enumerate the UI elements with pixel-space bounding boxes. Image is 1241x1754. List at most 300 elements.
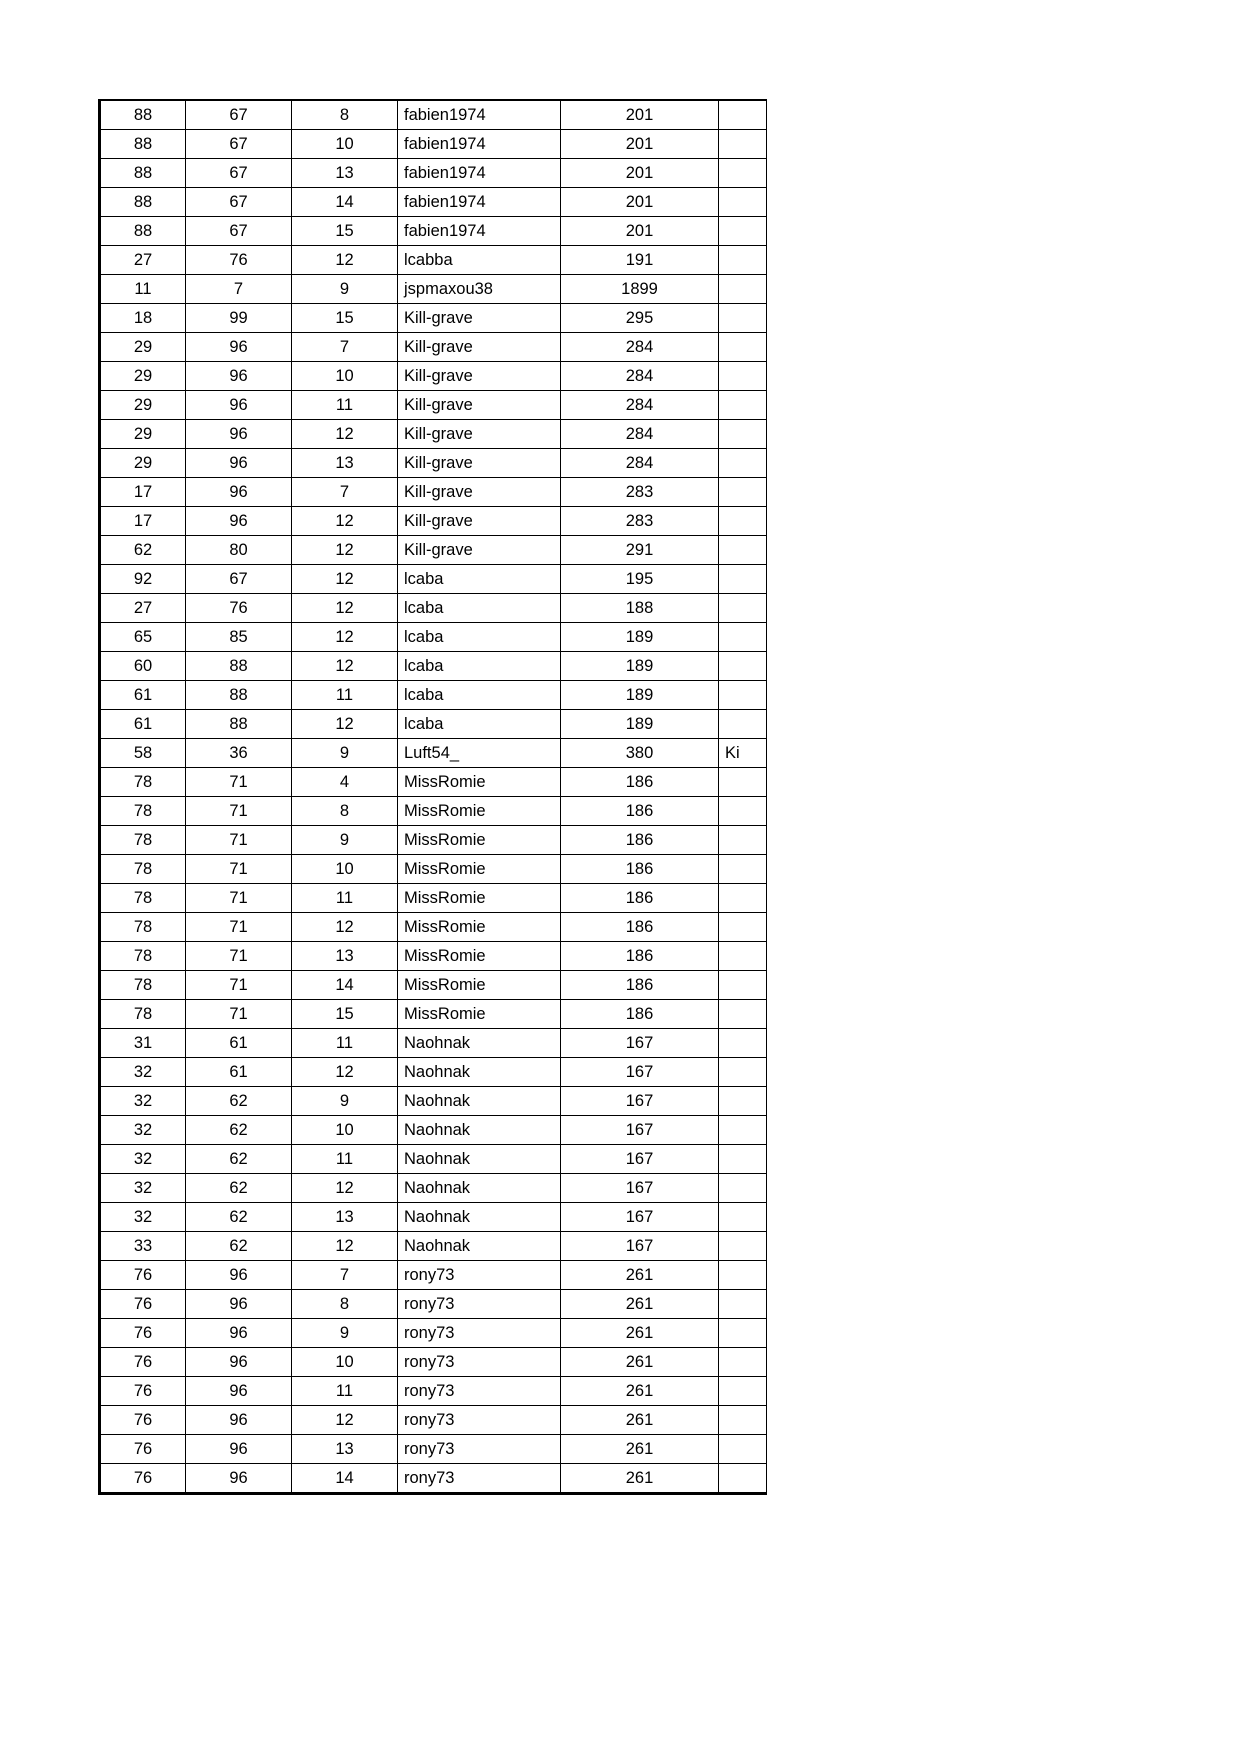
table-cell-col2: 99 [186, 304, 292, 333]
table-cell-col5: 167 [561, 1232, 719, 1261]
table-cell-col5: 186 [561, 942, 719, 971]
table-cell-col6 [719, 710, 767, 739]
table-cell-col5: 189 [561, 623, 719, 652]
table-cell-col5: 195 [561, 565, 719, 594]
table-cell-col2: 62 [186, 1203, 292, 1232]
table-cell-col4: fabien1974 [398, 217, 561, 246]
table-cell-col2: 71 [186, 797, 292, 826]
table-cell-col4: Kill-grave [398, 536, 561, 565]
table-cell-col4: lcaba [398, 623, 561, 652]
table-cell-col2: 71 [186, 942, 292, 971]
table-cell-col1: 32 [100, 1058, 186, 1087]
table-cell-col4: rony73 [398, 1290, 561, 1319]
table-cell-col3: 12 [292, 565, 398, 594]
table-cell-col1: 33 [100, 1232, 186, 1261]
table-row [100, 100, 767, 130]
table-cell-col3: 11 [292, 1377, 398, 1406]
table-cell-col3: 14 [292, 188, 398, 217]
table-row [100, 1435, 767, 1464]
table-row [100, 652, 767, 681]
table-cell-col1: 62 [100, 536, 186, 565]
table-cell-col4: lcaba [398, 681, 561, 710]
table-row [100, 826, 767, 855]
table-cell-col3: 8 [292, 100, 398, 130]
table-cell-col4: fabien1974 [398, 159, 561, 188]
table-cell-col3: 12 [292, 246, 398, 275]
table-cell-col4: rony73 [398, 1464, 561, 1494]
table-row [100, 1174, 767, 1203]
table-cell-col2: 76 [186, 246, 292, 275]
table-cell-col5: 284 [561, 333, 719, 362]
table-row [100, 1377, 767, 1406]
table-cell-col2: 71 [186, 855, 292, 884]
table-cell-col6 [719, 1145, 767, 1174]
table-cell-col3: 11 [292, 681, 398, 710]
table-row [100, 681, 767, 710]
table-cell-col1: 88 [100, 130, 186, 159]
table-row [100, 391, 767, 420]
table-cell-col2: 88 [186, 710, 292, 739]
table-cell-col2: 67 [186, 159, 292, 188]
table-cell-col5: 189 [561, 652, 719, 681]
table-cell-col1: 18 [100, 304, 186, 333]
table-cell-col6 [719, 565, 767, 594]
table-cell-col6 [719, 304, 767, 333]
table-cell-col4: Naohnak [398, 1029, 561, 1058]
table-row [100, 536, 767, 565]
table-cell-col3: 14 [292, 1464, 398, 1494]
table-cell-col3: 4 [292, 768, 398, 797]
table-cell-col5: 167 [561, 1203, 719, 1232]
table-cell-col4: Kill-grave [398, 478, 561, 507]
table-cell-col5: 295 [561, 304, 719, 333]
table-cell-col4: Kill-grave [398, 449, 561, 478]
table-cell-col5: 186 [561, 884, 719, 913]
table-cell-col3: 10 [292, 1116, 398, 1145]
table-cell-col4: MissRomie [398, 797, 561, 826]
table-cell-col4: lcaba [398, 594, 561, 623]
table-cell-col1: 78 [100, 1000, 186, 1029]
table-cell-col6 [719, 391, 767, 420]
table-cell-col3: 15 [292, 1000, 398, 1029]
table-cell-col4: MissRomie [398, 884, 561, 913]
table-cell-col3: 12 [292, 710, 398, 739]
table-row [100, 739, 767, 768]
table-row [100, 768, 767, 797]
table-cell-col4: Naohnak [398, 1087, 561, 1116]
table-cell-col4: rony73 [398, 1435, 561, 1464]
table-cell-col6 [719, 449, 767, 478]
table-row [100, 217, 767, 246]
table-cell-col4: Kill-grave [398, 507, 561, 536]
table-cell-col2: 67 [186, 217, 292, 246]
table-cell-col1: 32 [100, 1203, 186, 1232]
table-row [100, 594, 767, 623]
table-cell-col1: 60 [100, 652, 186, 681]
table-cell-col1: 27 [100, 594, 186, 623]
table-row [100, 1145, 767, 1174]
table-cell-col1: 31 [100, 1029, 186, 1058]
table-cell-col2: 7 [186, 275, 292, 304]
table-cell-col6 [719, 913, 767, 942]
table-row [100, 1406, 767, 1435]
table-cell-col3: 15 [292, 304, 398, 333]
table-cell-col6 [719, 1058, 767, 1087]
table-cell-col6 [719, 1348, 767, 1377]
table-row [100, 710, 767, 739]
table-cell-col5: 189 [561, 710, 719, 739]
table-cell-col6 [719, 100, 767, 130]
table-cell-col4: lcaba [398, 652, 561, 681]
table-cell-col3: 9 [292, 275, 398, 304]
table-cell-col5: 186 [561, 1000, 719, 1029]
table-cell-col1: 88 [100, 188, 186, 217]
table-cell-col5: 261 [561, 1319, 719, 1348]
table-cell-col1: 78 [100, 826, 186, 855]
table-cell-col6 [719, 333, 767, 362]
table-cell-col2: 67 [186, 130, 292, 159]
table-cell-col2: 96 [186, 1261, 292, 1290]
table-cell-col4: Kill-grave [398, 420, 561, 449]
table-cell-col2: 36 [186, 739, 292, 768]
table-row [100, 333, 767, 362]
table-cell-col2: 71 [186, 913, 292, 942]
table-cell-col5: 188 [561, 594, 719, 623]
table-cell-col1: 78 [100, 913, 186, 942]
table-cell-col6 [719, 1116, 767, 1145]
table-cell-col3: 15 [292, 217, 398, 246]
table-cell-col3: 12 [292, 1232, 398, 1261]
table-cell-col4: Kill-grave [398, 362, 561, 391]
table-cell-col5: 261 [561, 1290, 719, 1319]
table-cell-col5: 291 [561, 536, 719, 565]
table-cell-col3: 13 [292, 449, 398, 478]
table-cell-col1: 29 [100, 362, 186, 391]
table-cell-col2: 62 [186, 1116, 292, 1145]
table-cell-col3: 10 [292, 855, 398, 884]
table-cell-col5: 201 [561, 159, 719, 188]
table-row [100, 1000, 767, 1029]
table-cell-col4: rony73 [398, 1261, 561, 1290]
table-cell-col5: 186 [561, 797, 719, 826]
table-cell-col5: 201 [561, 188, 719, 217]
table-cell-col1: 88 [100, 100, 186, 130]
table-cell-col1: 32 [100, 1145, 186, 1174]
table-row [100, 507, 767, 536]
table-cell-col3: 11 [292, 1145, 398, 1174]
table-cell-col5: 201 [561, 100, 719, 130]
table-cell-col6 [719, 623, 767, 652]
table-cell-col1: 76 [100, 1348, 186, 1377]
table-cell-col1: 88 [100, 159, 186, 188]
table-cell-col6 [719, 420, 767, 449]
table-cell-col6 [719, 1319, 767, 1348]
table-cell-col2: 80 [186, 536, 292, 565]
table-row [100, 855, 767, 884]
table-cell-col2: 67 [186, 100, 292, 130]
table-row [100, 1261, 767, 1290]
table-cell-col2: 96 [186, 1377, 292, 1406]
table-cell-col2: 71 [186, 768, 292, 797]
table-row [100, 884, 767, 913]
table-row [100, 1087, 767, 1116]
table-cell-col1: 58 [100, 739, 186, 768]
table-cell-col2: 96 [186, 507, 292, 536]
table-cell-col3: 7 [292, 478, 398, 507]
table-cell-col4: lcaba [398, 710, 561, 739]
table-cell-col4: MissRomie [398, 971, 561, 1000]
table-row [100, 246, 767, 275]
table-cell-col2: 96 [186, 478, 292, 507]
table-cell-col4: Naohnak [398, 1116, 561, 1145]
table-cell-col1: 78 [100, 855, 186, 884]
table-cell-col4: Naohnak [398, 1232, 561, 1261]
table-row [100, 1232, 767, 1261]
table-cell-col5: 167 [561, 1116, 719, 1145]
table-cell-col1: 76 [100, 1290, 186, 1319]
table-row [100, 971, 767, 1000]
table-cell-col2: 85 [186, 623, 292, 652]
table-cell-col5: 283 [561, 507, 719, 536]
table-row [100, 913, 767, 942]
table-cell-col1: 29 [100, 391, 186, 420]
table-cell-col1: 11 [100, 275, 186, 304]
table-cell-col1: 76 [100, 1377, 186, 1406]
table-cell-col2: 67 [186, 565, 292, 594]
table-cell-col6 [719, 971, 767, 1000]
table-cell-col4: MissRomie [398, 855, 561, 884]
table-cell-col4: fabien1974 [398, 130, 561, 159]
table-row [100, 1058, 767, 1087]
table-row [100, 362, 767, 391]
table-cell-col6 [719, 768, 767, 797]
table-cell-col2: 96 [186, 391, 292, 420]
table-cell-col2: 71 [186, 971, 292, 1000]
table-row [100, 623, 767, 652]
table-cell-col6 [719, 594, 767, 623]
table-cell-col6 [719, 797, 767, 826]
table-cell-col2: 96 [186, 1464, 292, 1494]
table-cell-col3: 12 [292, 420, 398, 449]
table-cell-col3: 12 [292, 652, 398, 681]
table-cell-col3: 7 [292, 1261, 398, 1290]
table-cell-col5: 284 [561, 449, 719, 478]
table-cell-col1: 27 [100, 246, 186, 275]
table-cell-col1: 32 [100, 1087, 186, 1116]
table-cell-col6 [719, 1377, 767, 1406]
table-cell-col2: 61 [186, 1058, 292, 1087]
table-cell-col3: 9 [292, 1319, 398, 1348]
table-cell-col3: 12 [292, 1406, 398, 1435]
table-cell-col4: MissRomie [398, 1000, 561, 1029]
table-cell-col3: 11 [292, 1029, 398, 1058]
table-cell-col3: 12 [292, 623, 398, 652]
table-cell-col3: 10 [292, 130, 398, 159]
table-cell-col4: fabien1974 [398, 100, 561, 130]
table-row [100, 1319, 767, 1348]
table-cell-col1: 17 [100, 507, 186, 536]
table-cell-col5: 261 [561, 1435, 719, 1464]
table-cell-col4: rony73 [398, 1319, 561, 1348]
table-cell-col5: 380 [561, 739, 719, 768]
table-cell-col5: 186 [561, 855, 719, 884]
table-cell-col1: 76 [100, 1406, 186, 1435]
table-cell-col4: lcabba [398, 246, 561, 275]
table-cell-col6 [719, 275, 767, 304]
table-cell-col2: 61 [186, 1029, 292, 1058]
table-cell-col3: 14 [292, 971, 398, 1000]
table-cell-col3: 12 [292, 536, 398, 565]
table-cell-col2: 96 [186, 1319, 292, 1348]
table-cell-col6 [719, 130, 767, 159]
table-cell-col6 [719, 855, 767, 884]
table-cell-col4: MissRomie [398, 826, 561, 855]
table-cell-col6 [719, 1203, 767, 1232]
table-cell-col5: 186 [561, 826, 719, 855]
data-table [98, 99, 767, 1495]
table-cell-col6 [719, 1000, 767, 1029]
table-cell-col6 [719, 217, 767, 246]
table-cell-col5: 261 [561, 1464, 719, 1494]
table-cell-col3: 9 [292, 826, 398, 855]
table-row [100, 1029, 767, 1058]
table-cell-col4: MissRomie [398, 942, 561, 971]
table-cell-col5: 1899 [561, 275, 719, 304]
table-cell-col5: 201 [561, 130, 719, 159]
table-container [98, 99, 765, 1495]
table-cell-col3: 13 [292, 1435, 398, 1464]
table-cell-col6 [719, 1261, 767, 1290]
table-cell-col1: 29 [100, 420, 186, 449]
table-cell-col3: 8 [292, 1290, 398, 1319]
table-cell-col6 [719, 942, 767, 971]
table-cell-col2: 96 [186, 449, 292, 478]
table-cell-col3: 8 [292, 797, 398, 826]
table-cell-col1: 29 [100, 333, 186, 362]
table-cell-col6 [719, 1087, 767, 1116]
table-cell-col1: 32 [100, 1116, 186, 1145]
table-cell-col3: 13 [292, 1203, 398, 1232]
table-body [100, 100, 767, 1494]
table-cell-col4: Naohnak [398, 1203, 561, 1232]
table-cell-col5: 284 [561, 391, 719, 420]
table-cell-col1: 61 [100, 710, 186, 739]
table-cell-col6 [719, 1232, 767, 1261]
table-cell-col6 [719, 246, 767, 275]
table-cell-col6 [719, 1464, 767, 1494]
table-cell-col3: 7 [292, 333, 398, 362]
table-cell-col5: 284 [561, 362, 719, 391]
table-cell-col3: 13 [292, 942, 398, 971]
table-cell-col4: Kill-grave [398, 391, 561, 420]
table-cell-col2: 67 [186, 188, 292, 217]
table-cell-col2: 96 [186, 1435, 292, 1464]
table-cell-col1: 17 [100, 478, 186, 507]
table-cell-col2: 76 [186, 594, 292, 623]
table-cell-col3: 12 [292, 594, 398, 623]
table-cell-col6 [719, 681, 767, 710]
table-cell-col6 [719, 478, 767, 507]
table-cell-col3: 12 [292, 507, 398, 536]
table-cell-col5: 284 [561, 420, 719, 449]
table-row [100, 1348, 767, 1377]
table-cell-col5: 189 [561, 681, 719, 710]
table-row [100, 188, 767, 217]
table-cell-col4: Naohnak [398, 1174, 561, 1203]
table-cell-col1: 88 [100, 217, 186, 246]
table-cell-col3: 12 [292, 1174, 398, 1203]
table-row [100, 797, 767, 826]
table-row [100, 1203, 767, 1232]
table-cell-col5: 186 [561, 913, 719, 942]
table-cell-col5: 191 [561, 246, 719, 275]
table-row [100, 304, 767, 333]
table-cell-col4: jspmaxou38 [398, 275, 561, 304]
table-cell-col5: 261 [561, 1348, 719, 1377]
table-cell-col1: 78 [100, 971, 186, 1000]
table-cell-col2: 71 [186, 1000, 292, 1029]
table-row [100, 1290, 767, 1319]
table-cell-col6 [719, 1174, 767, 1203]
table-cell-col2: 96 [186, 420, 292, 449]
table-cell-col3: 11 [292, 391, 398, 420]
table-cell-col6 [719, 362, 767, 391]
table-cell-col5: 261 [561, 1261, 719, 1290]
table-row [100, 130, 767, 159]
table-row [100, 565, 767, 594]
table-cell-col3: 9 [292, 1087, 398, 1116]
table-cell-col1: 61 [100, 681, 186, 710]
table-cell-col3: 12 [292, 913, 398, 942]
table-cell-col5: 201 [561, 217, 719, 246]
table-row [100, 1464, 767, 1494]
table-row [100, 478, 767, 507]
table-cell-col6 [719, 1290, 767, 1319]
table-cell-col4: Kill-grave [398, 333, 561, 362]
table-cell-col6 [719, 1406, 767, 1435]
table-cell-col2: 62 [186, 1232, 292, 1261]
table-cell-col6 [719, 507, 767, 536]
table-cell-col6 [719, 159, 767, 188]
table-cell-col1: 78 [100, 768, 186, 797]
table-cell-col2: 88 [186, 652, 292, 681]
table-cell-col4: fabien1974 [398, 188, 561, 217]
table-cell-col1: 76 [100, 1464, 186, 1494]
table-cell-col6 [719, 652, 767, 681]
table-cell-col1: 32 [100, 1174, 186, 1203]
table-cell-col1: 29 [100, 449, 186, 478]
table-cell-col2: 96 [186, 362, 292, 391]
table-cell-col4: rony73 [398, 1377, 561, 1406]
table-row [100, 449, 767, 478]
table-cell-col4: MissRomie [398, 913, 561, 942]
table-cell-col4: MissRomie [398, 768, 561, 797]
table-cell-col6 [719, 188, 767, 217]
table-cell-col2: 71 [186, 884, 292, 913]
table-cell-col4: Naohnak [398, 1145, 561, 1174]
table-cell-col3: 12 [292, 1058, 398, 1087]
table-row [100, 159, 767, 188]
table-cell-col4: rony73 [398, 1406, 561, 1435]
table-cell-col5: 283 [561, 478, 719, 507]
table-cell-col4: Kill-grave [398, 304, 561, 333]
table-cell-col2: 62 [186, 1145, 292, 1174]
table-cell-col4: Luft54_ [398, 739, 561, 768]
table-row [100, 1116, 767, 1145]
table-cell-col5: 261 [561, 1377, 719, 1406]
table-cell-col4: lcaba [398, 565, 561, 594]
table-cell-col1: 76 [100, 1319, 186, 1348]
